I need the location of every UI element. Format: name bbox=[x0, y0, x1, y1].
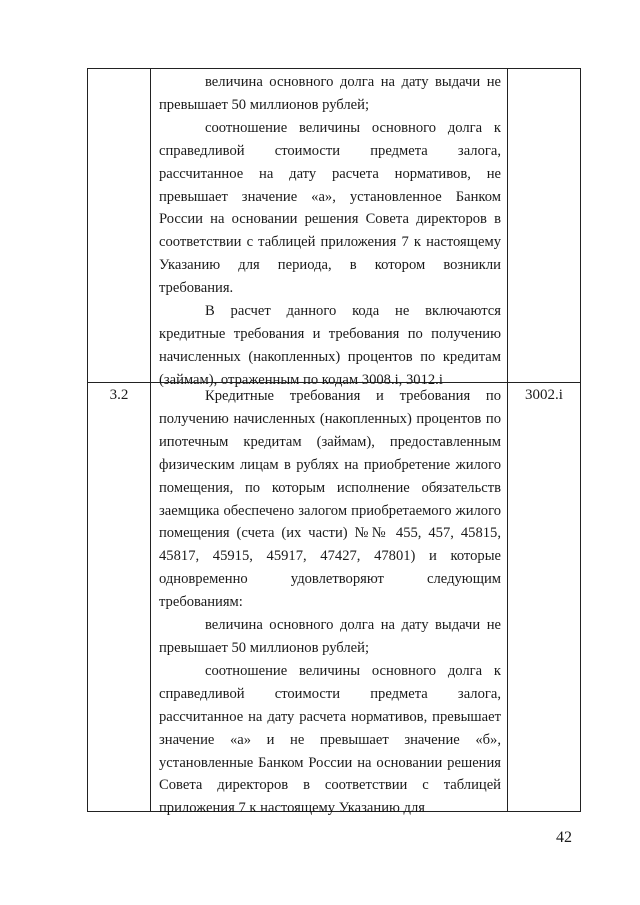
row-number: 3.2 bbox=[109, 387, 129, 403]
table-row bbox=[88, 69, 581, 383]
row-number bbox=[88, 69, 150, 70]
row-code: 3002.i bbox=[525, 387, 563, 403]
description-paragraph: соотношение величины основного долга к справедливой стоимости предмета залога, рассчитанное на дату расчета нормативов, не превышает значение «а», установленное Банком России на основании решения Совета директоров в соответствии с таблицей приложения 7 к настоящему Указанию для периода, в котором возникли требования. bbox=[159, 119, 501, 297]
description-paragraph: величина основного долга на дату выдачи не превышает 50 миллионов рублей; bbox=[159, 617, 501, 656]
row-description-cell bbox=[151, 383, 508, 817]
row-code-cell bbox=[508, 383, 581, 812]
codes-table bbox=[87, 68, 581, 817]
description-paragraph: соотношение величины основного долга к справедливой стоимости предмета залога, рассчитанное на дату расчета нормативов, превышает значение «а» и не превышает значение «б», установленные Банком России на основании решения Совета директоров в соответствии с таблицей приложения 7 к настоящему Указанию для bbox=[159, 662, 501, 817]
row-number-cell bbox=[88, 383, 151, 812]
row-description-cell bbox=[151, 69, 508, 388]
description-paragraph: Кредитные требования и требования по получению начисленных (накопленных) процентов по ипотечным кредитам (займам), предоставленным физическим лицам в рублях на приобретение жилого помещения, по которым исполнение обязательств заемщика обеспечено залогом приобретаемого жилого помещения (счета (их части) №№ 455, 457, 45815, 45817, 45915, 45917, 47427, 47801) и которые одновременно удовлетворяют следующим требованиям: bbox=[159, 388, 501, 611]
description-paragraph: величина основного долга на дату выдачи не превышает 50 миллионов рублей; bbox=[159, 74, 501, 113]
page-number: 42 bbox=[556, 829, 572, 846]
row-code-cell bbox=[508, 69, 581, 383]
table-row bbox=[88, 383, 581, 812]
row-number-cell bbox=[88, 69, 151, 383]
description-paragraph: В расчет данного кода не включаются кредитные требования и требования по получению начисленных (накопленных) процентов по кредитам (займам), отраженным по кодам 3008.i, 3012.i bbox=[159, 303, 501, 388]
row-code bbox=[508, 69, 580, 70]
